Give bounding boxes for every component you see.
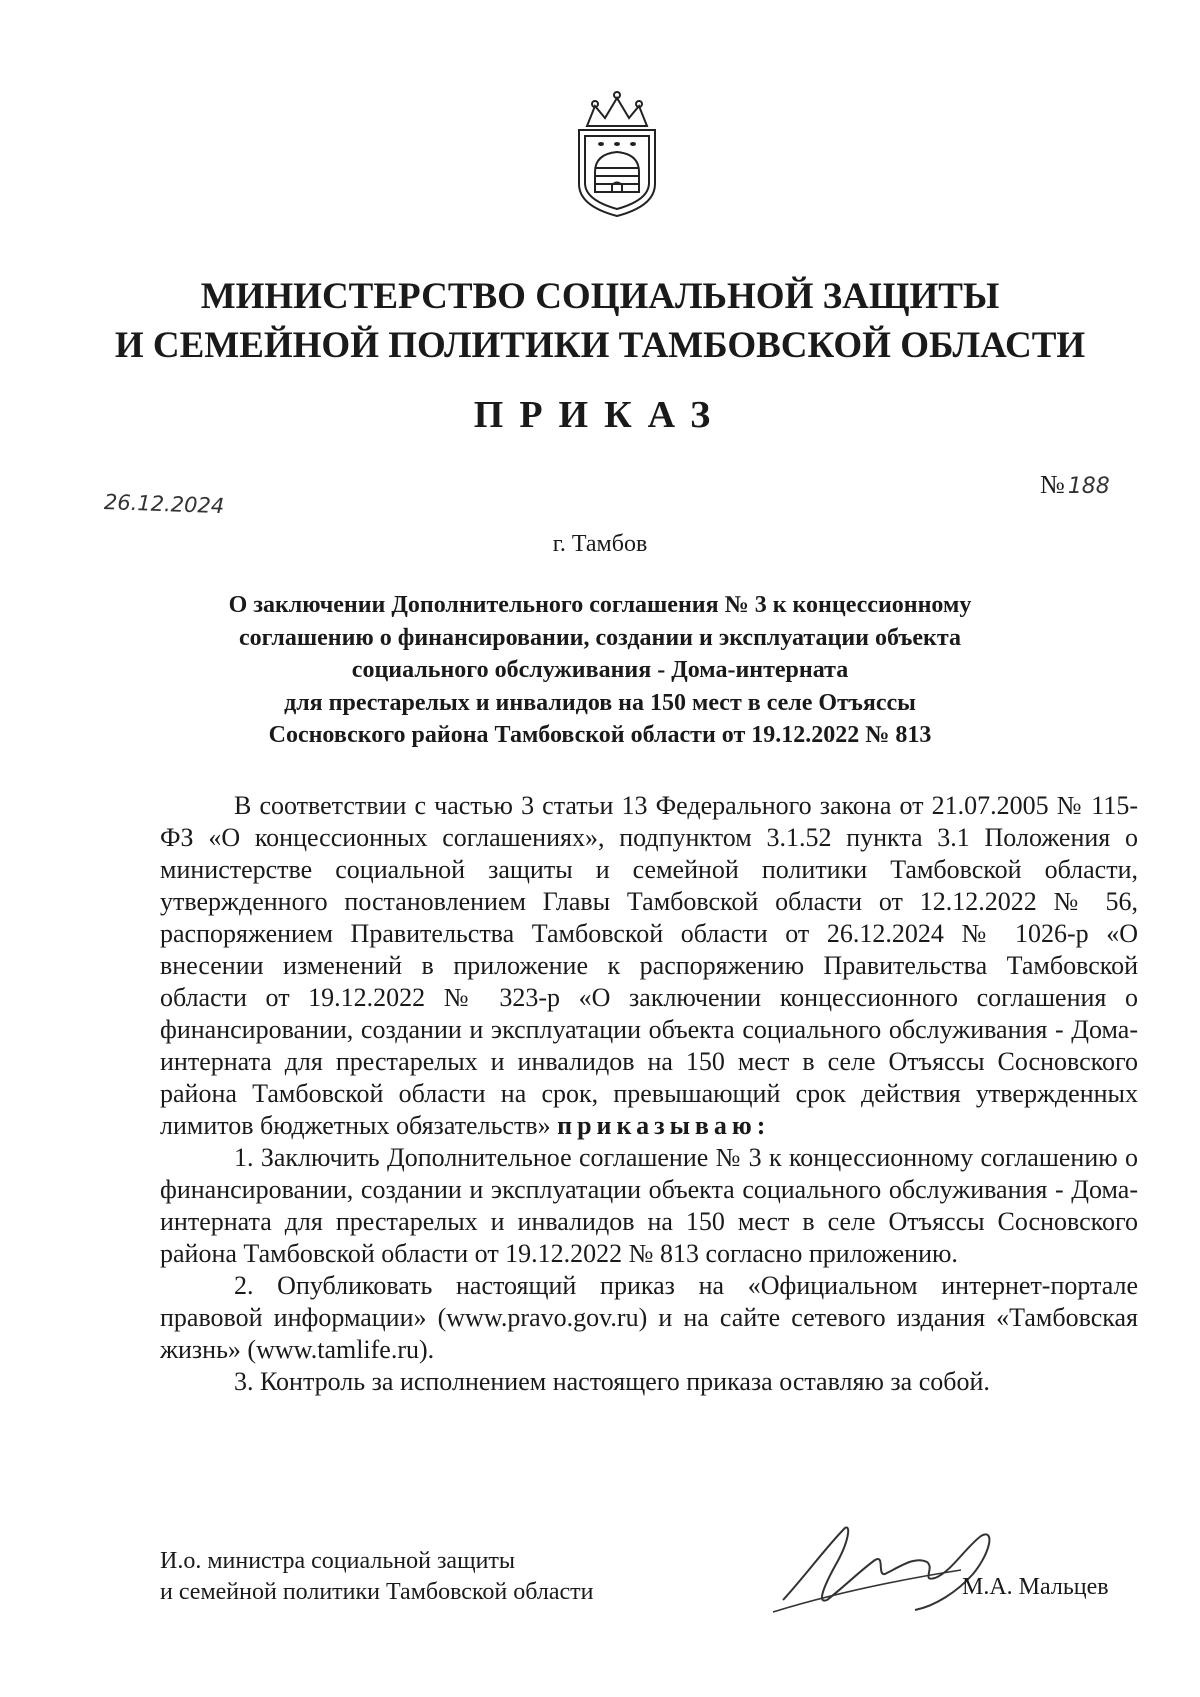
coat-of-arms-emblem (565, 84, 669, 220)
order-item-1: 1. Заключить Дополнительное соглашение № 3 к концессионному соглашению о финансировании, создании и эксплуатации объекта социального обслуживания - Дома-интерната для престарелых и инвалидов на 150 мест в селе Отъяссы Сосновского района Тамбовской области от 19.12.2022 № 813 согласно приложению. (160, 1143, 1138, 1268)
preamble-paragraph (160, 790, 1138, 1142)
signatory-title-line2: и семейной политики Тамбовской области (160, 1579, 594, 1605)
subject-line: для престарелых и инвалидов на 150 мест в селе Отъяссы (284, 689, 916, 716)
subject-line: О заключении Дополнительного соглашения № 3 к концессионному (228, 592, 972, 618)
signatory-name: М.А. Мальцев (962, 1574, 1109, 1600)
order-title: ПРИКАЗ (473, 394, 727, 436)
preamble-text: В соответствии с частью 3 статьи 13 Федерального закона от 21.07.2005 № 115-ФЗ «О концессионных соглашениях», подпунктом 3.1.52 пункта 3.1 Положения о министерстве социальной защиты и семейной политики Тамбовской области, утвержденного постановлением Главы Тамбовской области от 12.12.2022 № 56, распоряжением Правительства Тамбовской области от 26.12.2024 № 1026-р «О внесении изменений в приложение к распоряжению Правительства Тамбовской области от 19.12.2022 № 323-р «О заключении концессионного соглашения о финансировании, создании и эксплуатации объекта социального обслуживания - Дома-интерната для престарелых и инвалидов на 150 мест в селе Отъяссы Сосновского района Тамбовской области на срок, превышающий срок действия утвержденных лимитов бюджетных обязательств» (160, 791, 1138, 1140)
ministry-name-line2: И СЕМЕЙНОЙ ПОЛИТИКИ ТАМБОВСКОЙ ОБЛАСТИ (114, 325, 1086, 366)
order-item-3: 3. Контроль за исполнением настоящего приказа оставляю за собой. (234, 1367, 990, 1396)
order-word: приказываю: (557, 1111, 771, 1140)
city: г. Тамбов (552, 531, 648, 557)
order-item-2: 2. Опубликовать настоящий приказ на «Официальном интернет-портале правовой информации» (www.pravo.gov.ru) и на сайте сетевого издания «Тамбовская жизнь» (www.tamlife.ru). (160, 1271, 1138, 1364)
signatory-title-line1: И.о. министра социальной защиты (160, 1548, 516, 1574)
subject-line: соглашению о финансировании, создании и эксплуатации объекта (239, 624, 961, 651)
subject-line: социального обслуживания - Дома-интерната (351, 657, 849, 683)
ministry-name-line1: МИНИСТЕРСТВО СОЦИАЛЬНОЙ ЗАЩИТЫ (200, 276, 1000, 317)
number-value: 188 (1067, 474, 1110, 499)
subject-line: Сосновского района Тамбовской области от 19.12.2022 № 813 (268, 722, 932, 748)
order-subject (160, 589, 1040, 752)
ministry-name (0, 272, 1200, 370)
order-date: 26.12.2024 (103, 490, 225, 519)
signatory-title (160, 1546, 593, 1608)
order-number (1040, 470, 1110, 500)
order-body (160, 790, 1138, 1398)
number-sign: № (1040, 470, 1065, 499)
handwritten-signature (765, 1516, 1005, 1626)
